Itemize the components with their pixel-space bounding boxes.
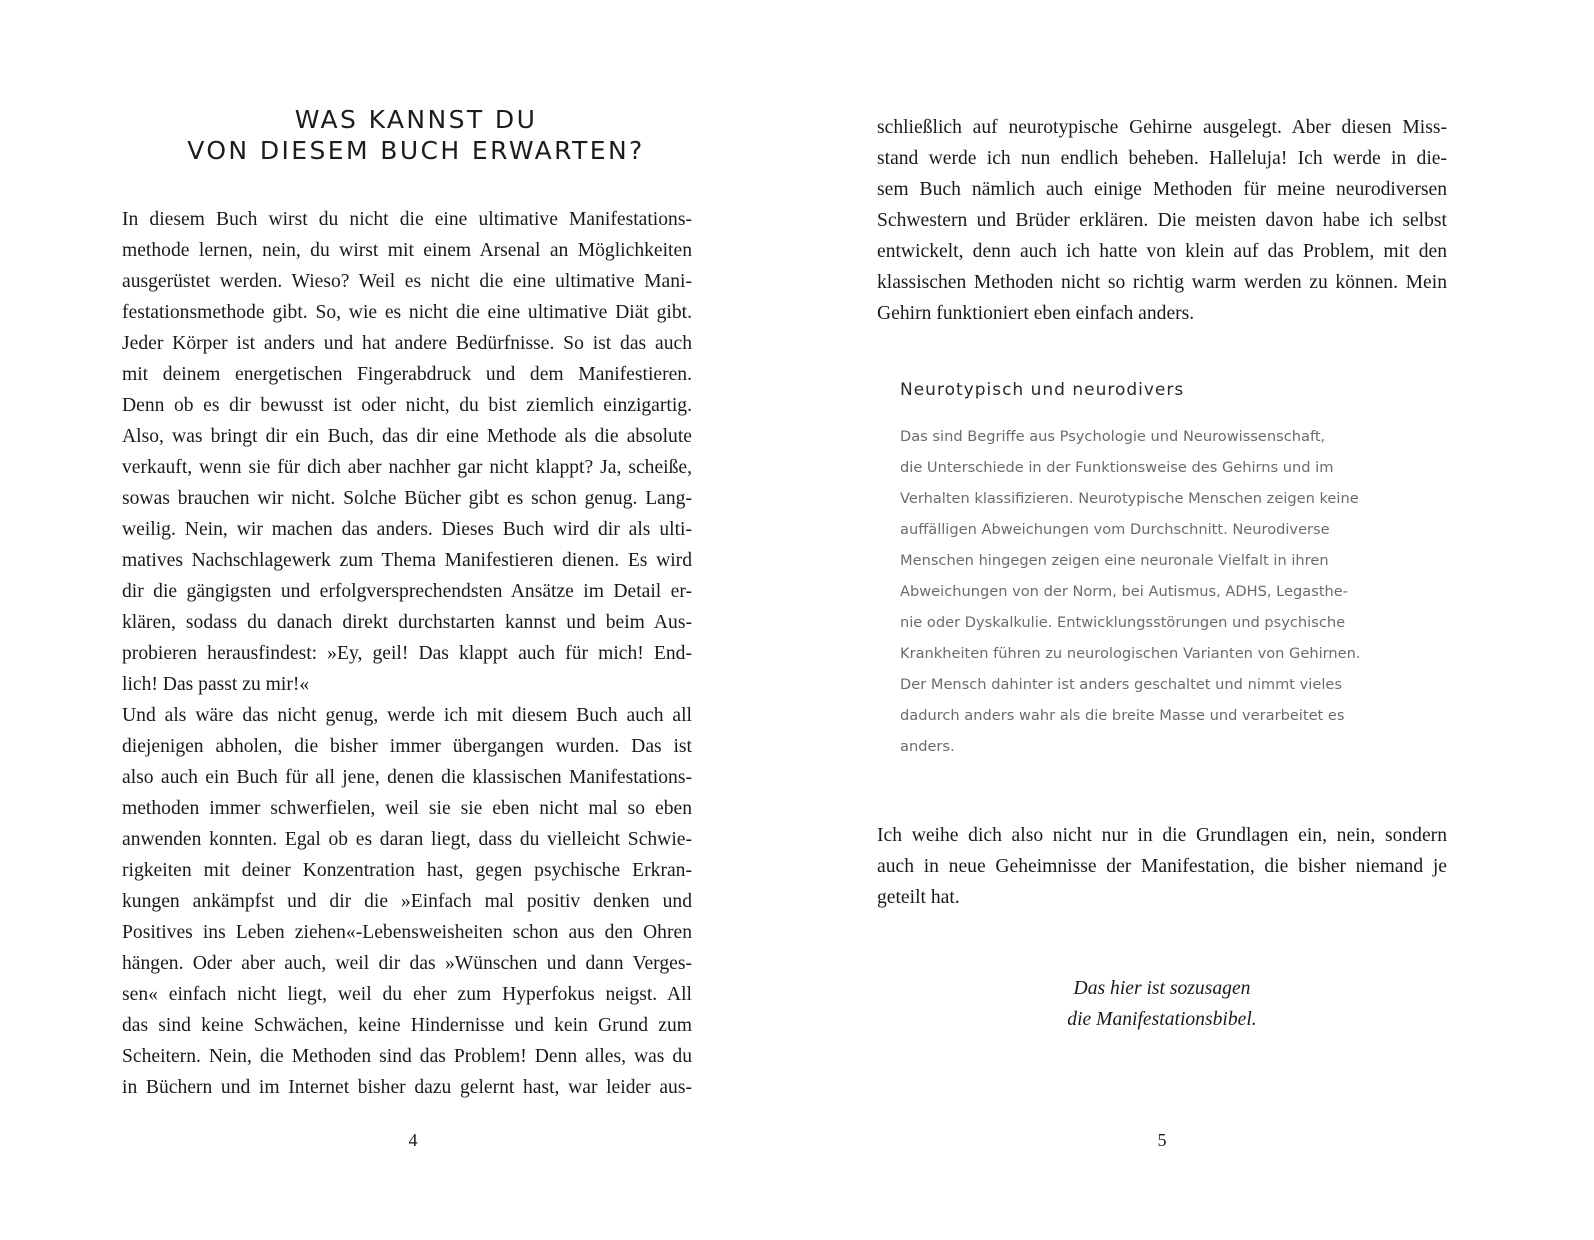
page-number: 5 [1157,1130,1167,1150]
text-line: probieren herausfindest: »Ey, geil! Das klappt auch für mich! End- [122,643,692,664]
text-line: Also, was bringt dir ein Buch, das dir eine Methode als die absolute [122,426,692,447]
text-line: Ich weihe dich also nicht nur in die Grundlagen ein, nein, sondern [877,825,1447,846]
closing-quote [877,973,1447,1035]
text-line: methode lernen, nein, du wirst mit einem Arsenal an Möglichkeiten [122,240,692,261]
text-line: Denn ob es dir bewusst ist oder nicht, du bist ziemlich einzigartig. [122,395,692,416]
text-line: in Büchern und im Internet bisher dazu gelernt hast, war leider aus- [122,1077,692,1098]
text-line: dir die gängigsten und erfolgversprechendsten Ansätze im Detail er- [122,581,692,602]
text-line: stand werde ich nun endlich beheben. Halleluja! Ich werde in die- [877,148,1447,169]
closing-paragraph [877,820,1447,913]
page-number: 4 [408,1130,418,1150]
text-line: In diesem Buch wirst du nicht die eine ultimative Manifestations- [122,209,692,230]
text-line: Krankheiten führen zu neurologischen Varianten von Gehirnen. [900,645,1361,662]
text-line: Positives ins Leben ziehen«-Lebensweisheiten schon aus den Ohren [122,922,692,943]
text-line: also auch ein Buch für all jene, denen die klassischen Manifestations- [122,767,692,788]
text-line: weilig. Nein, wir machen das anders. Dieses Buch wird dir als ulti- [122,519,692,540]
text-line: Menschen hingegen zeigen eine neuronale Vielfalt in ihren [900,552,1329,569]
info-box-title: Neurotypisch und neurodivers [900,380,1185,400]
text-line: verkauft, wenn sie für dich aber nachher gar nicht klappt? Ja, scheiße, [122,457,692,478]
heading-line: VON DIESEM BUCH ERWARTEN? [187,136,645,165]
text-line: hängen. Oder aber auch, weil dir das »Wünschen und dann Verges- [122,953,692,974]
text-line: Jeder Körper ist anders und hat andere Bedürfnisse. So ist das auch [122,333,692,354]
quote-line: Das hier ist sozusagen [1073,978,1251,999]
text-line: rigkeiten mit deiner Konzentration hast, gegen psychische Erkran- [122,860,692,881]
text-line: Verhalten klassifizieren. Neurotypische Menschen zeigen keine [900,490,1359,507]
text-line: auch in neue Geheimnisse der Manifestation, die bisher niemand je [877,856,1447,877]
left-body-text [122,204,692,1103]
text-line: entwickelt, denn auch ich hatte von klein auf das Problem, mit den [877,241,1447,262]
info-box-text [900,421,1448,762]
text-line: auffälligen Abweichungen vom Durchschnitt. Neurodiverse [900,521,1330,538]
chapter-heading [120,104,712,166]
text-line: anwenden konnten. Egal ob es daran liegt, dass du vielleicht Schwie- [122,829,692,850]
text-line: lich! Das passt zu mir!« [122,674,310,695]
text-line: Das sind Begriffe aus Psychologie und Neurowissenschaft, [900,428,1326,445]
text-line: Scheitern. Nein, die Methoden sind das Problem! Denn alles, was du [122,1046,692,1067]
text-line: matives Nachschlagewerk zum Thema Manifestieren dienen. Es wird [122,550,692,571]
text-line: sowas brauchen wir nicht. Solche Bücher gibt es schon genug. Lang- [122,488,692,509]
text-line: Gehirn funktioniert eben einfach anders. [877,303,1195,324]
text-line: Und als wäre das nicht genug, werde ich mit diesem Buch auch all [122,705,692,726]
text-line: klassischen Methoden nicht so richtig warm werden zu können. Mein [877,272,1447,293]
text-line: diejenigen abholen, die bisher immer übergangen wurden. Das ist [122,736,692,757]
text-line: ausgerüstet werden. Wieso? Weil es nicht die eine ultimative Mani- [122,271,692,292]
heading-line: WAS KANNST DU [294,105,538,134]
text-line: die Unterschiede in der Funktionsweise des Gehirns und im [900,459,1334,476]
text-line: sem Buch nämlich auch einige Methoden für meine neurodiversen [877,179,1447,200]
right-body-text [877,112,1447,329]
text-line: dadurch anders wahr als die breite Masse und verarbeitet es [900,707,1345,724]
quote-line: die Manifestationsbibel. [1067,1009,1257,1030]
text-line: Schwestern und Brüder erklären. Die meisten davon habe ich selbst [877,210,1447,231]
text-line: schließlich auf neurotypische Gehirne ausgelegt. Aber diesen Miss- [877,117,1447,138]
text-line: festationsmethode gibt. So, wie es nicht die eine ultimative Diät gibt. [122,302,692,323]
text-line: Abweichungen von der Norm, bei Autismus, ADHS, Legasthe- [900,583,1349,600]
text-line: das sind keine Schwächen, keine Hindernisse und kein Grund zum [122,1015,692,1036]
text-line: nie oder Dyskalkulie. Entwicklungsstörungen und psychische [900,614,1346,631]
right-page [797,0,1594,1240]
text-line: mit deinem energetischen Fingerabdruck und dem Manifestieren. [122,364,692,385]
text-line: anders. [900,738,955,755]
text-line: kungen ankämpfst und dir die »Einfach mal positiv denken und [122,891,692,912]
text-line: geteilt hat. [877,887,960,908]
text-line: methoden immer schwerfielen, weil sie sie eben nicht mal so eben [122,798,692,819]
text-line: sen« einfach nicht liegt, weil du eher zum Hyperfokus neigst. All [122,984,692,1005]
text-line: Der Mensch dahinter ist anders geschaltet und nimmt vieles [900,676,1342,693]
text-line: klären, sodass du danach direkt durchstarten kannst und beim Aus- [122,612,692,633]
